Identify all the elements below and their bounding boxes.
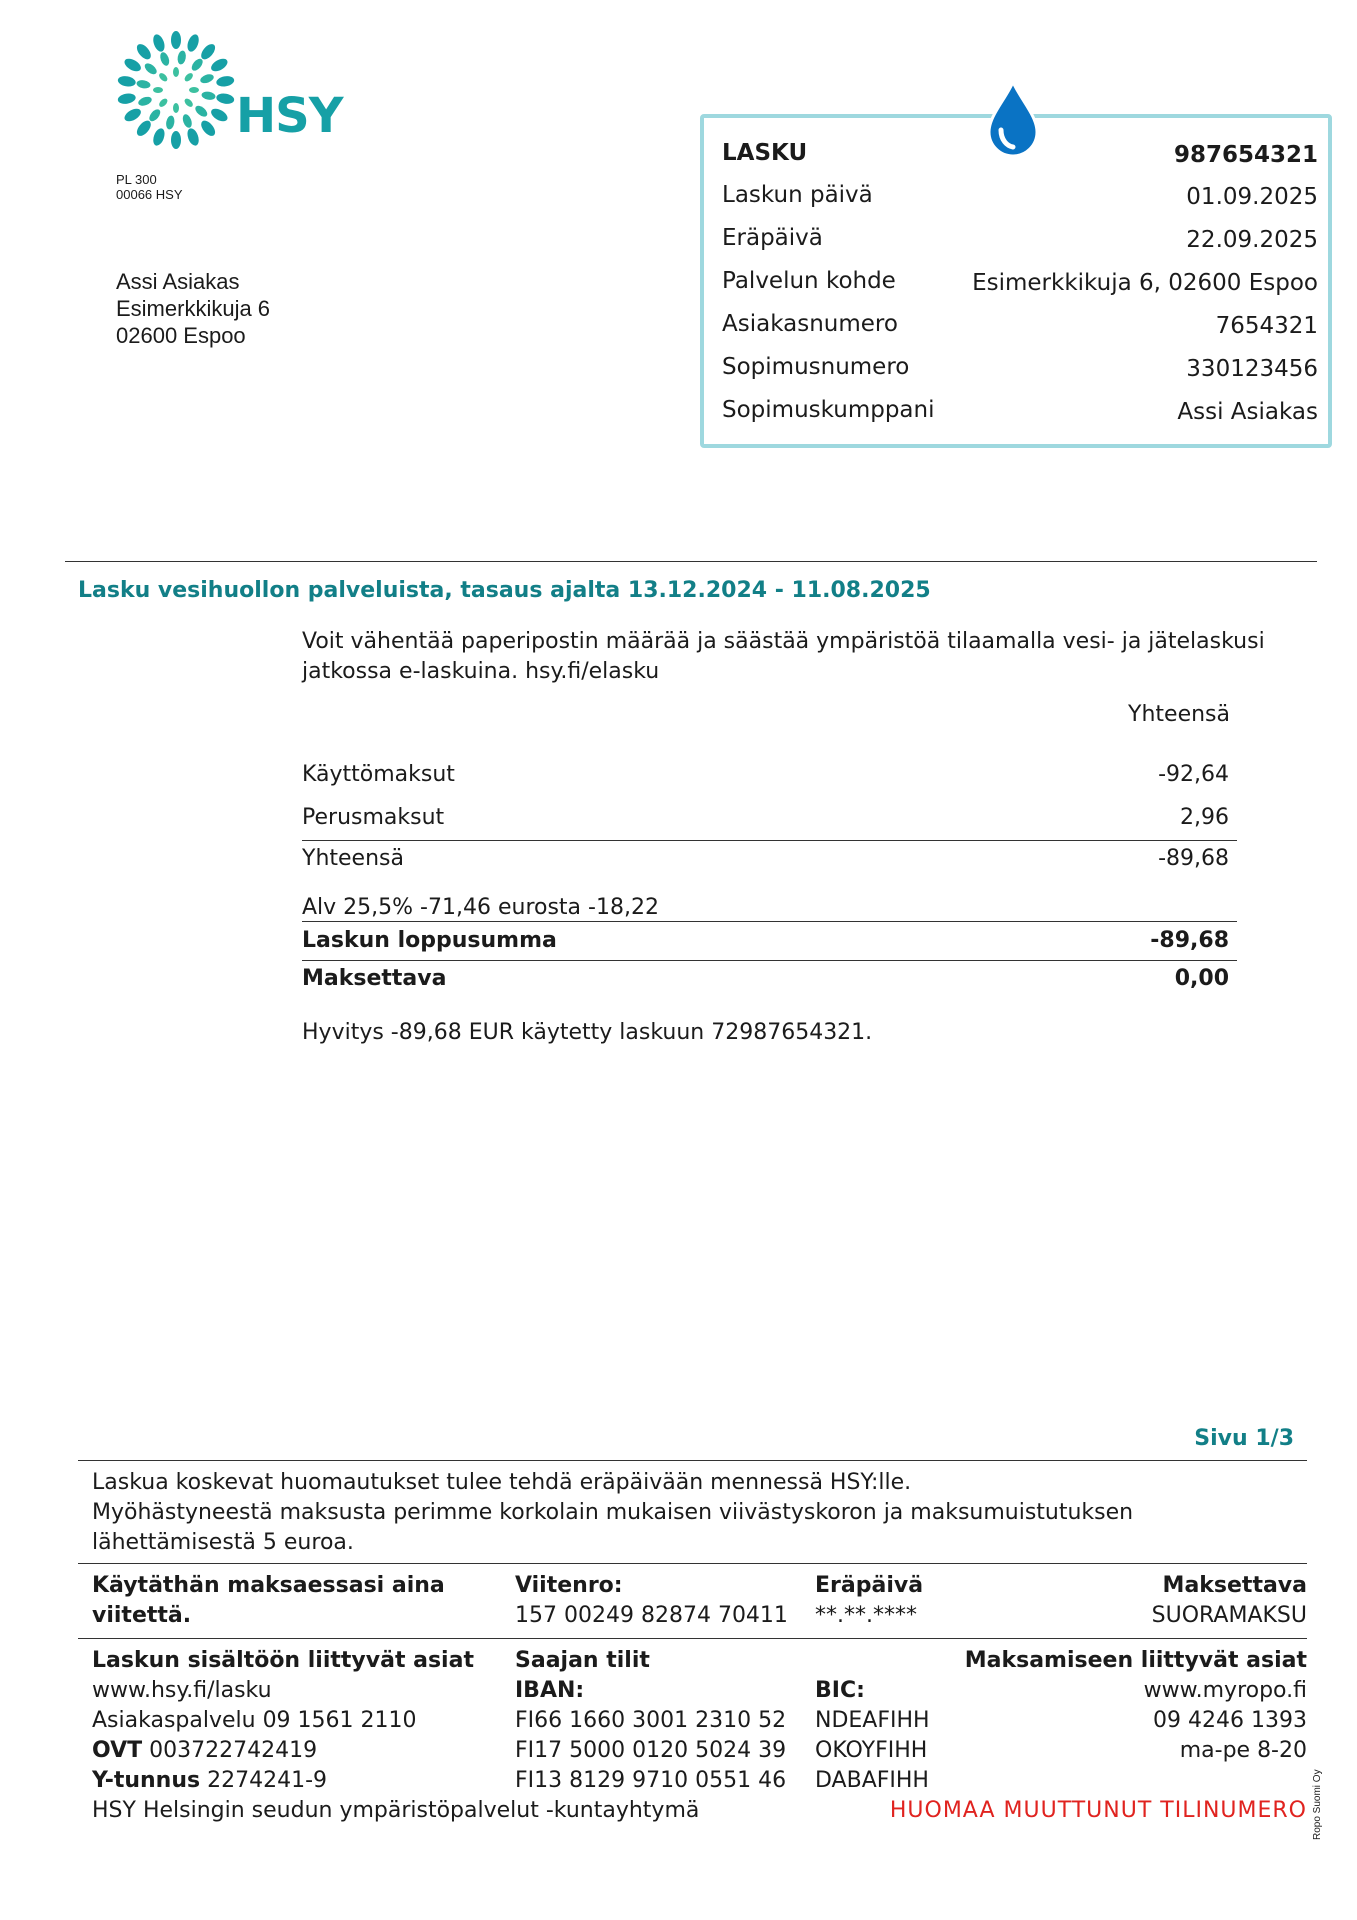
remarks-line: Myöhästyneestä maksusta perimme korkolain mukaisen viivästyskoron ja maksumuistutuksen [92,1500,1134,1525]
reference-reminder [92,1571,445,1631]
payable-value: 0,00 [1174,966,1229,991]
line-label: Perusmaksut [302,805,445,830]
iban-value: FI17 5000 0120 5024 39 [515,1738,787,1763]
footer-payable-value: SUORAMAKSU [1151,1603,1307,1628]
invoice-number: 987654321 [1173,142,1318,168]
payment-url[interactable]: www.myropo.fi [1143,1678,1307,1703]
invoice-info-box [700,114,1332,448]
due-date-row [722,225,1318,261]
column-header-total: Yhteensä [1128,702,1230,727]
ytunnus-label: Y-tunnus [92,1768,201,1793]
remarks-note [92,1468,1192,1558]
vat-text: Alv 25,5% -71,46 eurosta -18,22 [302,895,659,920]
sender-line: 00066 HSY [116,187,183,202]
info-value: Assi Asiakas [1177,399,1318,425]
invoice-title-label: LASKU [722,140,808,166]
recipient-street: Esimerkkikuja 6 [116,296,271,321]
bic-value: OKOYFIHH [815,1738,928,1763]
hsy-emblem-icon [116,30,236,150]
sender-line: PL 300 [116,172,157,187]
bic-codes [815,1676,930,1796]
service-location-row [722,268,1318,304]
ytunnus-value: 2274241-9 [207,1768,328,1793]
recipient-address [116,268,270,349]
payment-heading: Maksamiseen liittyvät asiat [964,1648,1307,1673]
invoice-date-row [722,182,1318,218]
sender-address [116,172,183,202]
water-drop-icon [985,80,1041,158]
recipient-accounts [515,1646,786,1796]
recipient-name: Assi Asiakas [116,269,240,294]
logo-text: HSY [236,88,343,144]
total-divider [302,921,1237,922]
footer-due-block [815,1571,923,1631]
content-url[interactable]: www.hsy.fi/lasku [92,1678,272,1703]
reminder-line: viitettä. [92,1603,192,1628]
ovt-label: OVT [92,1738,143,1763]
line-item-basic [302,805,1237,839]
footer-due-value: **.**.**** [815,1603,917,1628]
intro-line: jatkossa e-laskuina. hsy.fi/elasku [302,659,660,684]
payment-divider [78,1563,1307,1564]
reference-number-block [515,1571,788,1631]
hsy-logo [116,30,343,150]
iban-value: FI13 8129 9710 0551 46 [515,1768,787,1793]
line-item-usage [302,762,1237,796]
footer-payable-block [1152,1571,1307,1631]
ovt-value: 003722742419 [149,1738,318,1763]
page-number: Sivu 1/3 [1194,1426,1294,1451]
e-invoice-note [302,627,1302,687]
contract-partner-row [722,397,1318,433]
line-label: Käyttömaksut [302,762,455,787]
customer-service-phone: Asiakaspalvelu 09 1561 2110 [92,1708,417,1733]
recipient-city: 02600 Espoo [116,323,246,348]
section-divider [65,561,1317,562]
bic-label: BIC: [815,1678,865,1703]
accounts-heading: Saajan tilit [515,1648,650,1673]
payment-hours: ma-pe 8-20 [1179,1738,1307,1763]
printer-credit: Ropo Suomi Oy [1312,1769,1323,1840]
footer-top-divider [78,1460,1307,1461]
line-value: 2,96 [1180,805,1229,830]
payment-contacts [965,1646,1307,1766]
payment-phone: 09 4246 1393 [1153,1708,1307,1733]
invoice-heading: Lasku vesihuollon palveluista, tasaus ajalta 13.12.2024 - 11.08.2025 [78,578,931,603]
payable-row [302,966,1237,1000]
invoice-total-row [302,928,1237,962]
reference-number: 157 00249 82874 70411 [515,1603,788,1628]
info-value: 7654321 [1215,313,1318,339]
intro-line: Voit vähentää paperipostin määrää ja säästää ympäristöä tilaamalla vesi- ja jätelaskusi [302,629,1265,654]
info-label: Sopimusnumero [722,354,910,380]
iban-label: IBAN: [515,1678,585,1703]
total-value: -89,68 [1150,928,1229,953]
footer-due-label: Eräpäivä [815,1573,924,1598]
line-item-subtotal [302,846,1237,880]
info-label: Palvelun kohde [722,268,896,294]
info-value: Esimerkkikuja 6, 02600 Espoo [972,270,1318,296]
footer-payable-label: Maksettava [1162,1573,1307,1598]
vat-line [302,895,1237,929]
contact-divider [78,1638,1307,1639]
info-label: Asiakasnumero [722,311,898,337]
contract-number-row [722,354,1318,390]
payable-label: Maksettava [302,966,447,991]
content-heading: Laskun sisältöön liittyvät asiat [92,1648,474,1673]
info-label: Laskun päivä [722,182,873,208]
info-value: 330123456 [1186,356,1318,382]
subtotal-divider [302,840,1237,841]
payable-divider [302,960,1237,961]
info-value: 22.09.2025 [1186,227,1318,253]
bic-value: DABAFIHH [815,1768,929,1793]
customer-number-row [722,311,1318,347]
organization-name: HSY Helsingin seudun ympäristöpalvelut -kuntayhtymä [92,1798,700,1823]
total-label: Laskun loppusumma [302,928,557,953]
account-change-warning: HUOMAA MUUTTUNUT TILINUMERO [889,1798,1307,1823]
bic-value: NDEAFIHH [815,1708,930,1733]
iban-value: FI66 1660 3001 2310 52 [515,1708,787,1733]
reminder-line: Käytäthän maksaessasi aina [92,1573,445,1598]
credit-note: Hyvitys -89,68 EUR käytetty laskuun 72987654321. [302,1020,873,1045]
line-value: -92,64 [1158,762,1229,787]
line-label: Yhteensä [302,846,404,871]
info-value: 01.09.2025 [1186,184,1318,210]
info-label: Eräpäivä [722,225,823,251]
reference-label: Viitenro: [515,1573,623,1598]
line-value: -89,68 [1158,846,1229,871]
info-label: Sopimuskumppani [722,397,935,423]
remarks-line: Laskua koskevat huomautukset tulee tehdä eräpäivään mennessä HSY:lle. [92,1470,912,1495]
remarks-line: lähettämisestä 5 euroa. [92,1530,354,1555]
